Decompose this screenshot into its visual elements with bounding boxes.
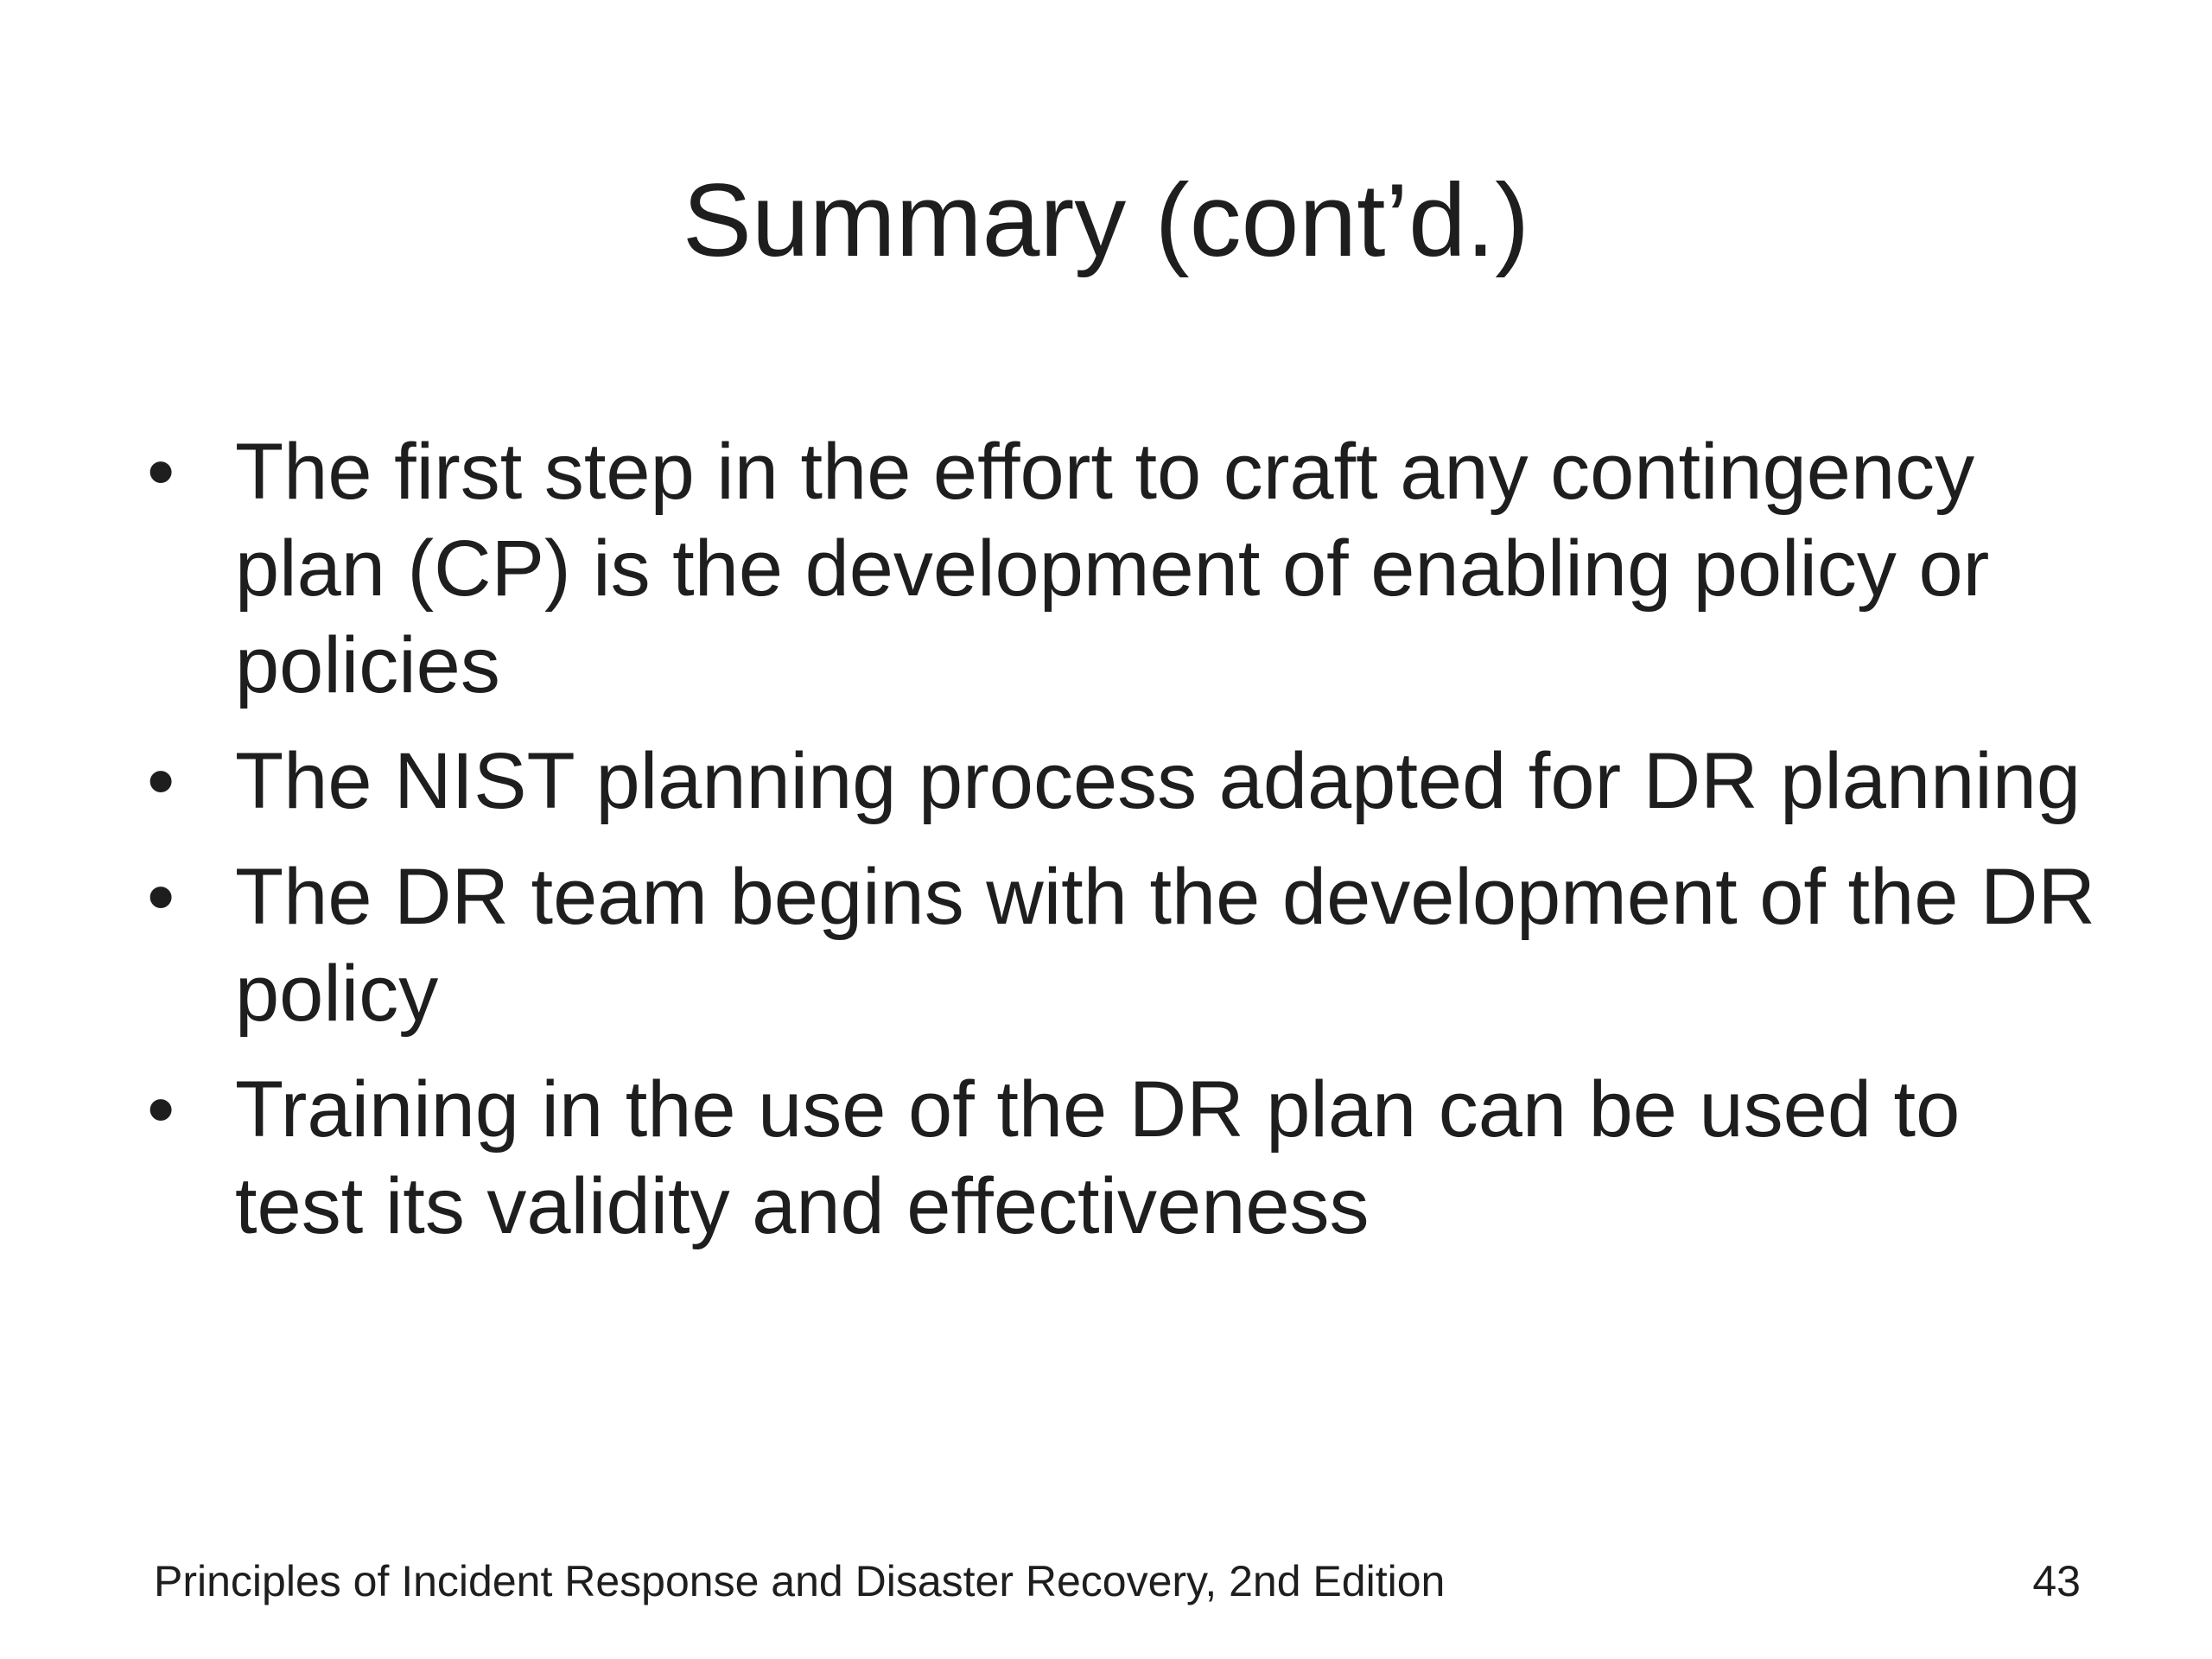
bullet-text: Training in the use of the DR plan can be used to test its validity and effectiveness [235,1065,1961,1250]
bullet-item [147,733,2100,830]
bullet-list [147,423,2100,1274]
bullet-item [147,423,2100,714]
bullet-text: The first step in the effort to craft any contingency plan (CP) is the development of enabling policy or policies [235,428,1990,709]
footer-text: Principles of Incident Response and Disaster Recovery, 2nd Edition [154,1557,1446,1605]
bullet-marker: • [147,737,175,825]
bullet-text: The DR team begins with the development of the DR policy [235,853,2095,1038]
bullet-marker: • [147,853,175,941]
bullet-marker: • [147,428,175,516]
bullet-item [147,849,2100,1042]
slide-title: Summary (cont’d.) [682,162,1530,278]
page-number: 43 [2032,1557,2081,1605]
bullet-text: The NIST planning process adapted for DR planning [235,737,2082,825]
bullet-item [147,1061,2100,1255]
bullet-marker: • [147,1065,175,1154]
